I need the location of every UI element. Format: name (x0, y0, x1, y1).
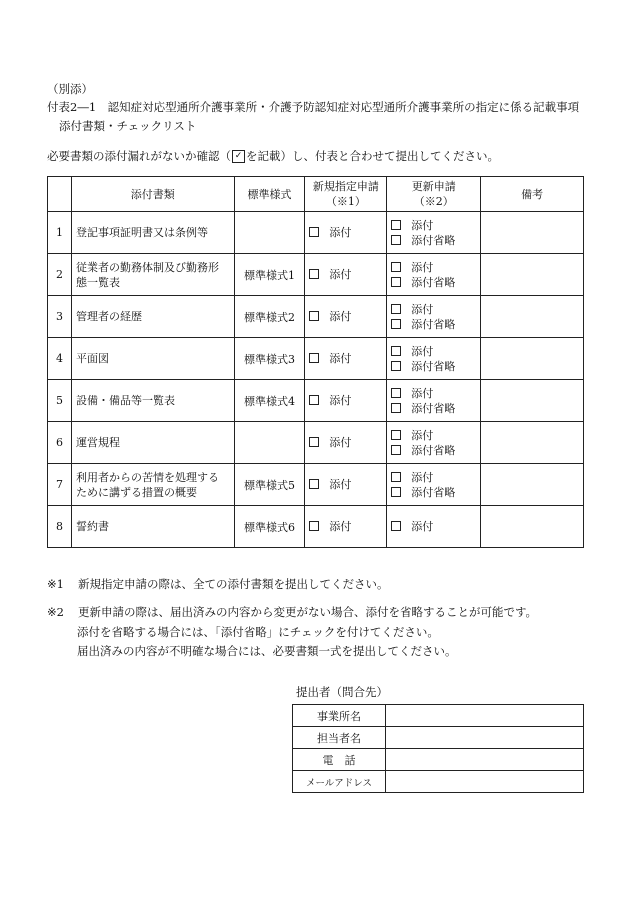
new-attach-label: 添付 (329, 520, 352, 533)
contact-row (293, 749, 584, 771)
new-attach-label: 添付 (329, 226, 352, 239)
contact-row (293, 727, 584, 749)
checkbox-icon[interactable] (391, 403, 401, 413)
table-row (48, 212, 584, 254)
new-attach-label: 添付 (329, 268, 352, 281)
renew-attach-label: 添付 (411, 260, 434, 274)
table-row (48, 338, 584, 380)
new-attach-option[interactable] (309, 477, 382, 492)
note-1 (47, 577, 388, 591)
instruction-after: を記載）し、付表と合わせて提出してください。 (246, 149, 499, 163)
checkbox-icon[interactable] (391, 304, 401, 314)
document-name-line1: 従業者の勤務体制及び勤務形 (75, 260, 219, 274)
new-attach-option[interactable] (309, 519, 382, 534)
new-application-cell (305, 212, 387, 254)
document-name (71, 422, 234, 464)
standard-format: 標準様式2 (234, 296, 305, 338)
checkbox-icon[interactable] (309, 227, 319, 237)
header-document: 添付書類 (71, 177, 234, 212)
document-name (71, 296, 234, 338)
renew-attach-label: 添付 (411, 520, 434, 533)
new-application-cell (305, 338, 387, 380)
renew-omit-option[interactable] (391, 275, 476, 290)
contact-label: 担当者名 (293, 727, 386, 749)
instruction-before: 必要書類の添付漏れがないか確認（ (47, 149, 231, 163)
table-row (48, 506, 584, 548)
row-number: 6 (48, 422, 72, 464)
header-no (48, 177, 72, 212)
checkbox-icon[interactable] (391, 487, 401, 497)
renew-omit-option[interactable] (391, 401, 476, 416)
header-new-line2: （※1） (325, 195, 366, 208)
document-name (71, 338, 234, 380)
document-name (71, 464, 234, 506)
renew-omit-label: 添付省略 (411, 485, 456, 499)
checkbox-icon[interactable] (309, 311, 319, 321)
new-application-cell (305, 296, 387, 338)
table-row (48, 254, 584, 296)
note1-mark: ※1 (47, 577, 64, 591)
note-2 (47, 605, 537, 619)
standard-format (234, 212, 305, 254)
renew-attach-option[interactable] (391, 302, 476, 317)
note2-line3: 届出済みの内容が不明確な場合には、必要書類一式を提出してください。 (77, 644, 457, 658)
row-number: 4 (48, 338, 72, 380)
renew-omit-label: 添付省略 (411, 233, 456, 247)
notes-cell[interactable] (481, 338, 584, 380)
row-number: 5 (48, 380, 72, 422)
table-row (48, 380, 584, 422)
new-attach-label: 添付 (329, 394, 352, 407)
renewal-cell (387, 212, 481, 254)
row-number: 3 (48, 296, 72, 338)
row-number: 7 (48, 464, 72, 506)
contact-table (292, 704, 584, 793)
renew-omit-label: 添付省略 (411, 317, 456, 331)
document-name-line1: 設備・備品等一覧表 (75, 394, 175, 407)
notes-cell[interactable] (481, 254, 584, 296)
notes-cell[interactable] (481, 506, 584, 548)
new-attach-option[interactable] (309, 225, 382, 240)
document-name-line1: 利用者からの苦情を処理する (75, 470, 219, 484)
renew-omit-option[interactable] (391, 317, 476, 332)
table-header-row (48, 177, 584, 212)
renew-attach-option[interactable] (391, 470, 476, 485)
row-number: 2 (48, 254, 72, 296)
standard-format: 標準様式1 (234, 254, 305, 296)
new-application-cell (305, 380, 387, 422)
header-format: 標準様式 (234, 177, 305, 212)
document-name-line1: 平面図 (75, 352, 109, 365)
renew-attach-option[interactable] (391, 386, 476, 401)
new-application-cell (305, 464, 387, 506)
note2-line2: 添付を省略する場合には、「添付省略」にチェックを付けてください。 (77, 625, 439, 639)
row-number: 8 (48, 506, 72, 548)
checkbox-icon[interactable] (309, 479, 319, 489)
checkbox-icon[interactable] (391, 346, 401, 356)
checkbox-icon[interactable] (391, 361, 401, 371)
renew-omit-option[interactable] (391, 485, 476, 500)
notes-cell[interactable] (481, 212, 584, 254)
table-row (48, 464, 584, 506)
standard-format: 標準様式4 (234, 380, 305, 422)
new-attach-option[interactable] (309, 267, 382, 282)
new-attach-label: 添付 (329, 352, 352, 365)
renewal-cell (387, 338, 481, 380)
document-name-line1: 登記事項証明書又は条例等 (75, 226, 208, 239)
new-attach-label: 添付 (329, 478, 352, 491)
new-attach-label: 添付 (329, 436, 352, 449)
renew-attach-option[interactable] (391, 519, 476, 534)
renew-omit-label: 添付省略 (411, 275, 456, 289)
standard-format: 標準様式5 (234, 464, 305, 506)
new-attach-label: 添付 (329, 310, 352, 323)
checkbox-icon[interactable] (391, 430, 401, 440)
row-number: 1 (48, 212, 72, 254)
renew-omit-label: 添付省略 (411, 401, 456, 415)
checkbox-icon[interactable] (391, 235, 401, 245)
contact-value-field[interactable] (386, 705, 584, 727)
renew-attach-option[interactable] (391, 218, 476, 233)
contact-title: 提出者（問合先） (296, 685, 388, 699)
notes-cell[interactable] (481, 464, 584, 506)
header-notes: 備考 (481, 177, 584, 212)
contact-row (293, 771, 584, 793)
document-name (71, 506, 234, 548)
page-subtitle: 添付書類・チェックリスト (59, 119, 197, 133)
standard-format: 標準様式6 (234, 506, 305, 548)
document-name (71, 212, 234, 254)
checkbox-icon[interactable] (309, 437, 319, 447)
contact-label: メールアドレス (293, 771, 386, 793)
contact-row (293, 705, 584, 727)
attachment-label: （別添） (47, 82, 93, 96)
document-name-line1: 誓約書 (75, 520, 109, 533)
contact-label: 事業所名 (293, 705, 386, 727)
document-name (71, 254, 234, 296)
header-renewal (387, 177, 481, 212)
checkbox-icon[interactable] (391, 262, 401, 272)
new-attach-option[interactable] (309, 309, 382, 324)
renew-omit-option[interactable] (391, 233, 476, 248)
renew-omit-option[interactable] (391, 359, 476, 374)
contact-label: 電 話 (293, 749, 386, 771)
checkbox-icon[interactable] (391, 521, 401, 531)
note1-text: 新規指定申請の際は、全ての添付書類を提出してください。 (77, 577, 389, 591)
new-attach-option[interactable] (309, 435, 382, 450)
standard-format: 標準様式3 (234, 338, 305, 380)
renew-attach-label: 添付 (411, 470, 434, 484)
checkbox-icon[interactable] (391, 472, 401, 482)
new-attach-option[interactable] (309, 351, 382, 366)
renewal-cell (387, 506, 481, 548)
new-attach-option[interactable] (309, 393, 382, 408)
checklist-table (47, 176, 584, 548)
renew-omit-label: 添付省略 (411, 443, 456, 457)
checkbox-checked-icon: ✓ (232, 150, 245, 163)
renew-attach-option[interactable] (391, 428, 476, 443)
standard-format (234, 422, 305, 464)
notes-cell[interactable] (481, 296, 584, 338)
renewal-cell (387, 464, 481, 506)
checkbox-icon[interactable] (309, 269, 319, 279)
header-renew-line1: 更新申請 (411, 180, 456, 193)
document-name-line2: ために講ずる措置の概要 (75, 485, 197, 499)
new-application-cell (305, 254, 387, 296)
header-new-line1: 新規指定申請 (312, 180, 379, 193)
checkbox-icon[interactable] (391, 277, 401, 287)
document-name-line1: 管理者の経歴 (75, 310, 142, 323)
renewal-cell (387, 380, 481, 422)
table-row (48, 296, 584, 338)
note2-line1: 更新申請の際は、届出済みの内容から変更がない場合、添付を省略することが可能です。 (77, 605, 538, 619)
renew-attach-label: 添付 (411, 428, 434, 442)
contact-value-field[interactable] (386, 771, 584, 793)
document-name-line1: 運営規程 (75, 436, 120, 449)
contact-value-field[interactable] (386, 727, 584, 749)
renew-attach-label: 添付 (411, 344, 434, 358)
notes-cell[interactable] (481, 380, 584, 422)
checkbox-icon[interactable] (309, 395, 319, 405)
renew-attach-label: 添付 (411, 302, 434, 316)
renewal-cell (387, 296, 481, 338)
renew-attach-option[interactable] (391, 260, 476, 275)
instruction-text (47, 149, 499, 164)
renewal-cell (387, 254, 481, 296)
header-renew-line2: （※2） (413, 195, 454, 208)
renewal-cell (387, 422, 481, 464)
checkbox-icon[interactable] (391, 445, 401, 455)
note2-mark: ※2 (47, 605, 64, 619)
checkbox-icon[interactable] (391, 388, 401, 398)
document-name-line2: 態一覧表 (75, 275, 120, 289)
renew-attach-label: 添付 (411, 218, 434, 232)
document-name (71, 380, 234, 422)
renew-omit-label: 添付省略 (411, 359, 456, 373)
checkbox-icon[interactable] (391, 220, 401, 230)
notes-cell[interactable] (481, 422, 584, 464)
page-title: 付表2―1 認知症対応型通所介護事業所・介護予防認知症対応型通所介護事業所の指定に係る記載事項 (47, 100, 580, 114)
checkbox-icon[interactable] (309, 521, 319, 531)
renew-omit-option[interactable] (391, 443, 476, 458)
new-application-cell (305, 506, 387, 548)
contact-value-field[interactable] (386, 749, 584, 771)
header-new-application (305, 177, 387, 212)
checkbox-icon[interactable] (391, 319, 401, 329)
checkbox-icon[interactable] (309, 353, 319, 363)
renew-attach-label: 添付 (411, 386, 434, 400)
new-application-cell (305, 422, 387, 464)
table-row (48, 422, 584, 464)
renew-attach-option[interactable] (391, 344, 476, 359)
